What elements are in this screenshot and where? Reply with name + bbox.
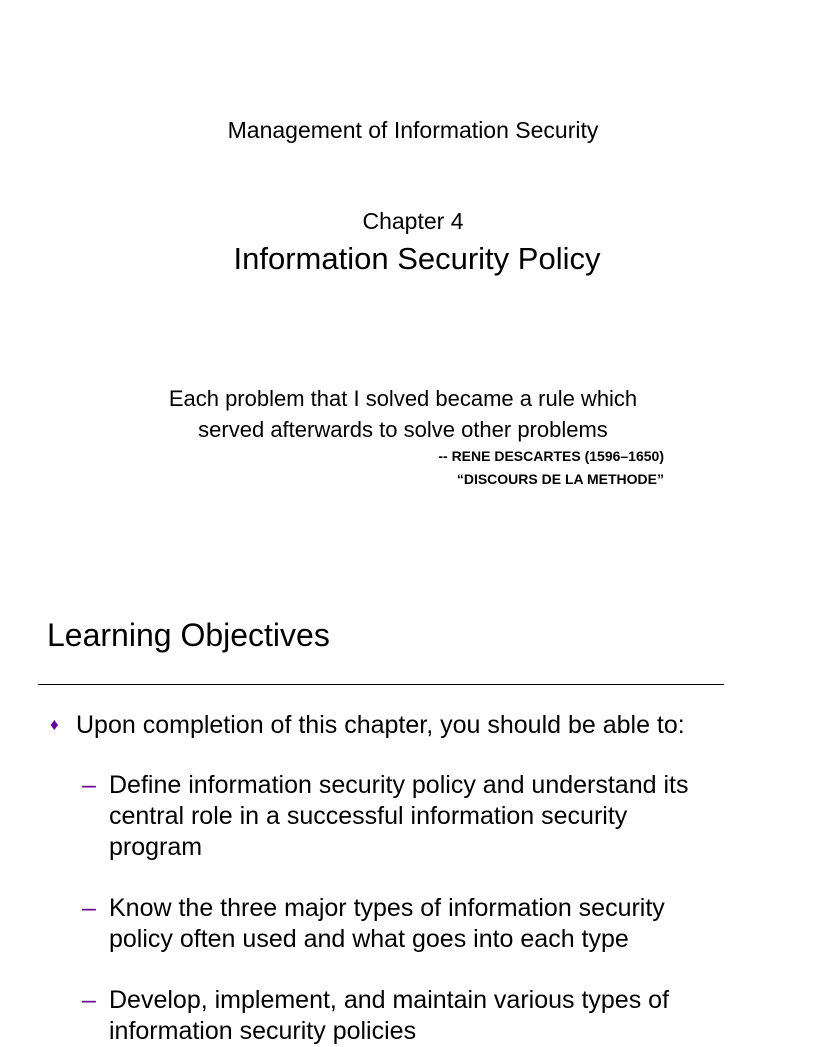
objective-text: Know the three major types of information security policy often used and what goes into each type: [109, 894, 665, 953]
diamond-bullet-icon: ♦: [50, 715, 59, 734]
chapter-title: Information Security Policy: [233, 241, 601, 276]
bullet-text: Upon completion of this chapter, you should be able to:: [76, 711, 685, 739]
objectives-bullet: [50, 709, 685, 741]
course-title: Management of Information Security: [227, 117, 599, 143]
dash-bullet-icon: –: [82, 986, 96, 1014]
objective-item: [82, 770, 722, 863]
objective-text: Develop, implement, and maintain various types of information security policies: [109, 986, 670, 1045]
heading-divider: [38, 684, 724, 685]
chapter-label: Chapter 4: [362, 208, 464, 234]
quote-author: -- RENE DESCARTES (1596–1650): [438, 448, 664, 464]
quote-line-1: Each problem that I solved became a rule which: [168, 386, 638, 411]
dash-bullet-icon: –: [82, 894, 96, 922]
objective-item: [82, 893, 722, 955]
dash-bullet-icon: –: [82, 771, 96, 799]
quote-line-2: served afterwards to solve other problems: [198, 417, 608, 442]
objective-text: Define information security policy and understand its central role in a successful information security program: [109, 771, 689, 861]
learning-objectives-heading: Learning Objectives: [47, 617, 330, 653]
objective-item: [82, 985, 722, 1047]
quote-source: “DISCOURS DE LA METHODE”: [456, 471, 664, 487]
